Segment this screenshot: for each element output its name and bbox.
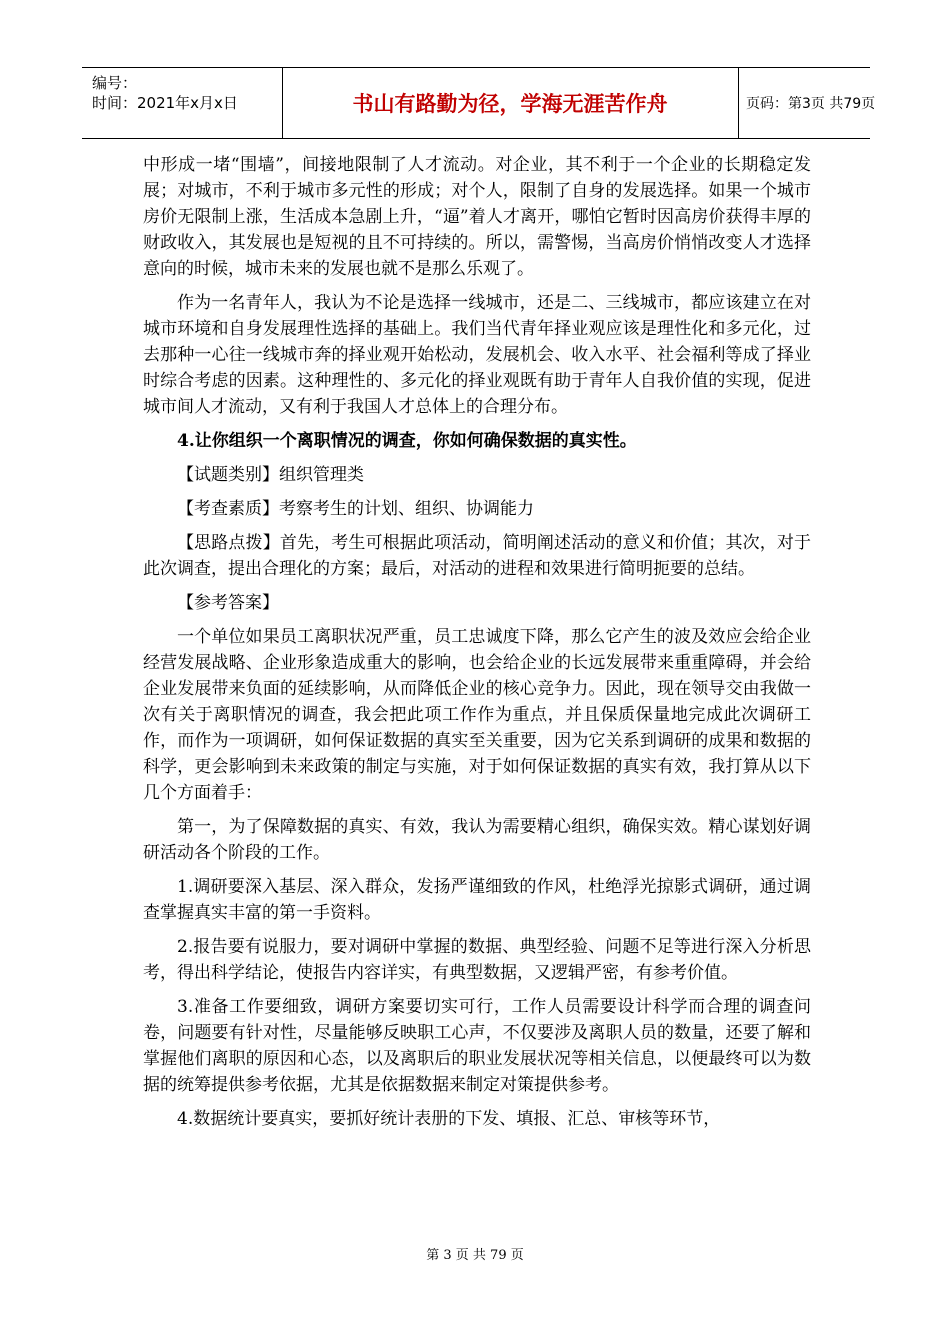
- page-header: [82, 67, 876, 139]
- question-category: 【试题类别】组织管理类: [177, 465, 364, 485]
- header-page-cell: [738, 68, 876, 138]
- list-item: 3.准备工作要细致，调研方案要切实可行，工作人员需要设计科学而合理的调查问卷，问题要有针对性，尽量能够反映职工心声，不仅要涉及离职人员的数量，还要了解和掌握他们离职的原因和心态，以及离职后的职业发展状况等相关信息，以便最终可以为数据的统筹提供参考依据，尤其是依据数据来制定对策提供参考。: [143, 997, 811, 1095]
- paragraph: 一个单位如果员工离职状况严重，员工忠诚度下降，那么它产生的波及效应会给企业经营发展战略、企业形象造成重大的影响，也会给企业的长远发展带来重重障碍，并会给企业发展带来负面的延续影响，从而降低企业的核心竞争力。因此，现在领导交由我做一次有关于离职情况的调查，我会把此项工作作为重点，并且保质保量地完成此次调研工作，而作为一项调研，如何保证数据的真实至关重要，因为它关系到调研的成果和数据的科学，更会影响到未来政策的制定与实施，对于如何保证数据的真实有效，我打算从以下几个方面着手：: [143, 627, 811, 803]
- header-meta: [82, 68, 283, 138]
- question-heading: 4.让你组织一个离职情况的调查，你如何确保数据的真实性。: [177, 431, 637, 451]
- question-hint: 【思路点拨】首先，考生可根据此项活动，简明阐述活动的意义和价值；其次，对于此次调查，提出合理化的方案；最后，对活动的进程和效果进行简明扼要的总结。: [143, 533, 811, 579]
- list-item: 1.调研要深入基层、深入群众，发扬严谨细致的作风，杜绝浮光掠影式调研，通过调查掌握真实丰富的第一手资料。: [143, 877, 811, 923]
- document-time-label: 时间：2021年x月x日: [92, 94, 238, 112]
- list-item: 4.数据统计要真实，要抓好统计表册的下发、填报、汇总、审核等环节，: [177, 1109, 721, 1129]
- question-quality: 【考查素质】考察考生的计划、组织、协调能力: [177, 499, 534, 519]
- page-footer: 第 3 页 共 79 页: [426, 1248, 524, 1263]
- document-number-label: 编号：: [92, 74, 138, 92]
- list-item: 2.报告要有说服力，要对调研中掌握的数据、典型经验、问题不足等进行深入分析思考，得出科学结论，使报告内容详实，有典型数据，又逻辑严密，有参考价值。: [143, 937, 811, 983]
- header-slogan-cell: [282, 68, 739, 138]
- header-slogan: 书山有路勤为径，学海无涯苦作舟: [352, 92, 668, 116]
- answer-label: 【参考答案】: [177, 593, 279, 613]
- document-body: [143, 152, 811, 1140]
- paragraph: 第一，为了保障数据的真实、有效，我认为需要精心组织，确保实效。精心谋划好调研活动各个阶段的工作。: [143, 817, 811, 863]
- paragraph-continued: 中形成一堵“围墙”，间接地限制了人才流动。对企业，其不利于一个企业的长期稳定发展；对城市，不利于城市多元性的形成；对个人，限制了自身的发展选择。如果一个城市房价无限制上涨，生活成本急剧上升，“逼”着人才离开，哪怕它暂时因高房价获得丰厚的财政收入，其发展也是短视的且不可持续的。所以，需警惕，当高房价悄悄改变人才选择意向的时候，城市未来的发展也就不是那么乐观了。: [143, 155, 811, 279]
- paragraph: 作为一名青年人，我认为不论是选择一线城市，还是二、三线城市，都应该建立在对城市环境和自身发展理性选择的基础上。我们当代青年择业观应该是理性化和多元化，过去那种一心往一线城市奔的择业观开始松动，发展机会、收入水平、社会福利等成了择业时综合考虑的因素。这种理性的、多元化的择业观既有助于青年人自我价值的实现，促进城市间人才流动，又有利于我国人才总体上的合理分布。: [143, 293, 811, 417]
- header-page-info: 页码：第3页 共79页: [746, 96, 876, 112]
